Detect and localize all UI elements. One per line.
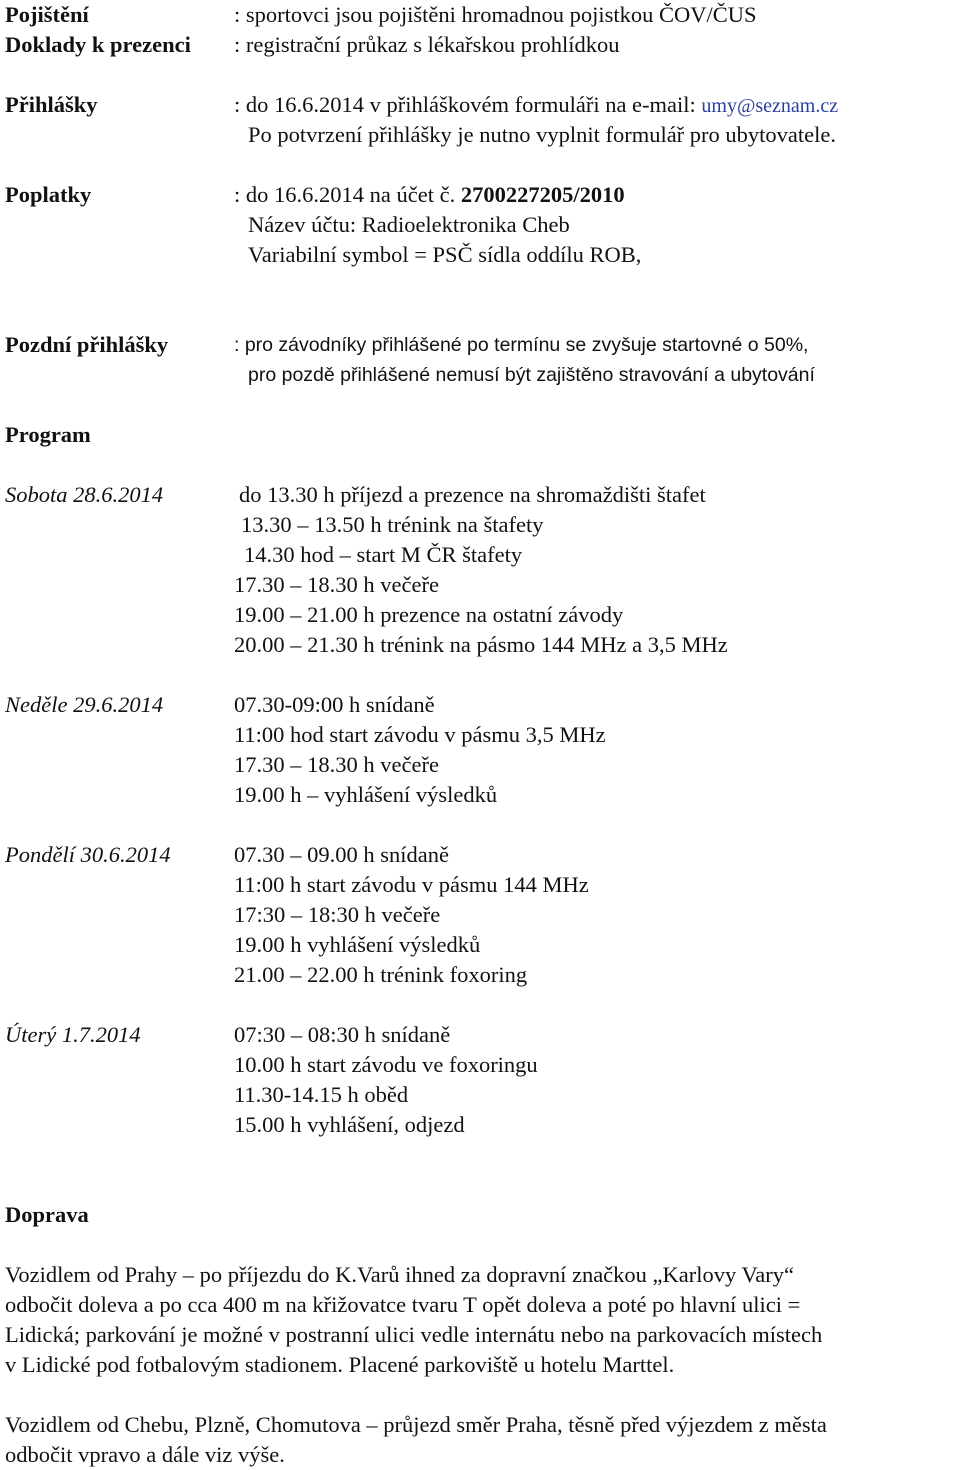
program-day-date: Pondělí 30.6.2014 [5,842,171,867]
transport-line: Vozidlem od Prahy – po příjezdu do K.Varů ihned za dopravní značkou „Karlovy Vary“ [5,1262,794,1287]
fees-label: Poplatky [5,182,92,207]
fees-variable-symbol: Variabilní symbol = PSČ sídla oddílu ROB, [248,242,642,267]
program-item: 19.00 h – vyhlášení výsledků [234,782,498,807]
transport-heading: Doprava [5,1202,89,1227]
transport-line: Vozidlem od Chebu, Plzně, Chomutova – průjezd směr Praha, těsně před výjezdem z města [5,1412,827,1437]
program-item: 17.30 – 18.30 h večeře [234,572,439,597]
program-heading: Program [5,422,91,447]
program-item: 21.00 – 22.00 h trénink foxoring [234,962,528,987]
transport-paragraph-prague [5,1260,955,1380]
late-label: Pozdní přihlášky [5,332,169,357]
documents-label: Doklady k prezenci [5,32,191,57]
transport-line: v Lidické pod fotbalovým stadionem. Placené parkoviště u hotelu Marttel. [5,1352,675,1377]
late-line-1: : pro závodníky přihlášené po termínu se zvyšuje startovné o 50%, [234,334,809,356]
fees-account-number: 2700227205/2010 [460,182,625,207]
program-day-items [234,1020,538,1140]
insurance-value: : sportovci jsou pojištěni hromadnou pojistkou ČOV/ČUS [234,2,757,27]
transport-line: Lidická; parkování je možné v postranní ulici vedle internátu nebo na parkovacích místech [5,1322,823,1347]
program-item: 19.00 – 21.00 h prezence na ostatní závody [234,602,624,627]
registration-label: Přihlášky [5,92,98,117]
program-item: 20.00 – 21.30 h trénink na pásmo 144 MHz a 3,5 MHz [234,632,728,657]
program-item: 11.30-14.15 h oběd [234,1082,409,1107]
program-item: 10.00 h start závodu ve foxoringu [234,1052,538,1077]
program-day-date: Sobota 28.6.2014 [5,482,164,507]
program-item: 11:00 h start závodu v pásmu 144 MHz [234,872,589,897]
transport-line: odbočit vpravo a dále viz výše. [5,1442,285,1467]
program-item: 15.00 h vyhlášení, odjezd [234,1112,465,1137]
program-item: 13.30 – 13.50 h trénink na štafety [241,512,544,537]
program-day-items [234,840,589,990]
registration-value [234,90,838,121]
fees-value [234,180,625,210]
registration-value-text: : do 16.6.2014 v přihláškovém formuláři na e-mail: [234,92,702,117]
transport-paragraph-cheb [5,1410,955,1470]
program-day-items [234,690,606,810]
program-item: 11:00 hod start závodu v pásmu 3,5 MHz [234,722,606,747]
fees-account-name: Název účtu: Radioelektronika Cheb [248,212,570,237]
documents-value: : registrační průkaz s lékařskou prohlídkou [234,32,620,57]
program-item: do 13.30 h příjezd a prezence na shromaždišti štafet [239,482,706,507]
program-item: 17.30 – 18.30 h večeře [234,752,439,777]
program-day-date: Úterý 1.7.2014 [5,1022,141,1047]
registration-note: Po potvrzení přihlášky je nutno vyplnit formulář pro ubytovatele. [248,122,837,147]
registration-email-link[interactable]: umy@seznam.cz [701,95,839,117]
program-day-date: Neděle 29.6.2014 [5,692,164,717]
program-item: 07:30 – 08:30 h snídaně [234,1022,451,1047]
program-item: 14.30 hod – start M ČR štafety [244,542,523,567]
transport-line: odbočit doleva a po cca 400 m na křižovatce tvaru T opět doleva a poté po hlavní ulici = [5,1292,801,1317]
program-item: 19.00 h vyhlášení výsledků [234,932,481,957]
program-item: 07.30 – 09.00 h snídaně [234,842,449,867]
insurance-label: Pojištění [5,2,89,27]
late-line-2: pro pozdě přihlášené nemusí být zajištěno stravování a ubytování [248,364,815,386]
fees-value-text: : do 16.6.2014 na účet č. [234,182,461,207]
program-day-items [234,480,728,660]
program-item: 17:30 – 18:30 h večeře [234,902,441,927]
program-item: 07.30-09:00 h snídaně [234,692,435,717]
